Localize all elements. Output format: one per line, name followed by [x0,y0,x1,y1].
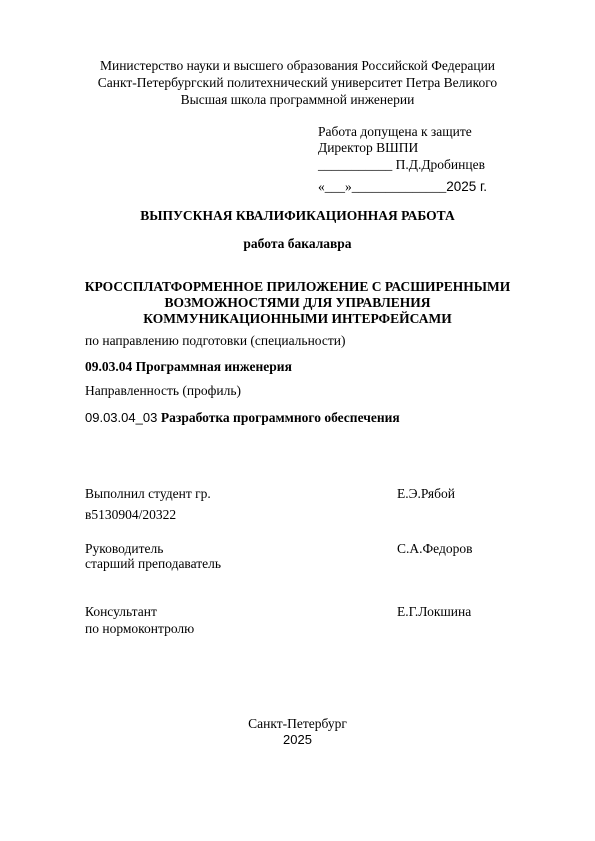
approval-date-line [318,178,487,195]
ministry-line: Министерство науки и высшего образования Российской Федерации [99,58,496,73]
profile-label: Направленность (профиль) [85,383,241,398]
footer-year: 2025 [283,732,312,747]
director-name: П.Д.Дробинцев [392,157,485,172]
date-day-blank: ___ [324,179,345,194]
approval-statement: Работа допущена к защите [318,124,472,139]
topic-line-3: КОММУНИКАЦИОННЫМИ ИНТЕРФЕЙСАМИ [143,311,452,326]
date-quote-close: » [345,179,352,194]
profile-value: Разработка программного обеспечения [160,410,400,425]
direction-value: 09.03.04 Программная инженерия [85,359,292,374]
footer-city: Санкт-Петербург [248,716,347,731]
student-group: в5130904/20322 [85,507,177,522]
date-month-blank: ______________ [351,179,447,194]
consultant-role: по нормоконтролю [85,621,195,636]
direction-label: по направлению подготовки (специальности) [85,333,346,348]
approval-signature-line [318,156,485,173]
approval-director-title: Директор ВШПИ [318,140,419,155]
supervisor-name: С.А.Федоров [397,541,473,556]
university-line: Санкт-Петербургский политехнический университет Петра Великого [97,75,498,90]
topic-line-2: ВОЗМОЖНОСТЯМИ ДЛЯ УПРАВЛЕНИЯ [164,295,431,310]
supervisor-position: старший преподаватель [85,556,222,571]
topic-line-1: КРОССПЛАТФОРМЕННОЕ ПРИЛОЖЕНИЕ С РАСШИРЕННЫМИ [84,279,511,294]
date-year: 2025 г. [446,179,488,194]
signature-blank: ___________ [318,157,393,172]
date-quote-open: « [318,179,325,194]
student-label: Выполнил студент гр. [85,486,211,501]
work-subtype: работа бакалавра [243,236,352,251]
work-type-title: ВЫПУСКНАЯ КВАЛИФИКАЦИОННАЯ РАБОТА [140,208,455,223]
profile-code: 09.03.04_03 [85,410,161,425]
school-line: Высшая школа программной инженерии [180,92,415,107]
supervisor-label: Руководитель [85,541,164,556]
consultant-label: Консультант [85,604,157,619]
consultant-name: Е.Г.Локшина [397,604,472,619]
student-name: Е.Э.Рябой [397,486,455,501]
profile-line [85,410,400,426]
